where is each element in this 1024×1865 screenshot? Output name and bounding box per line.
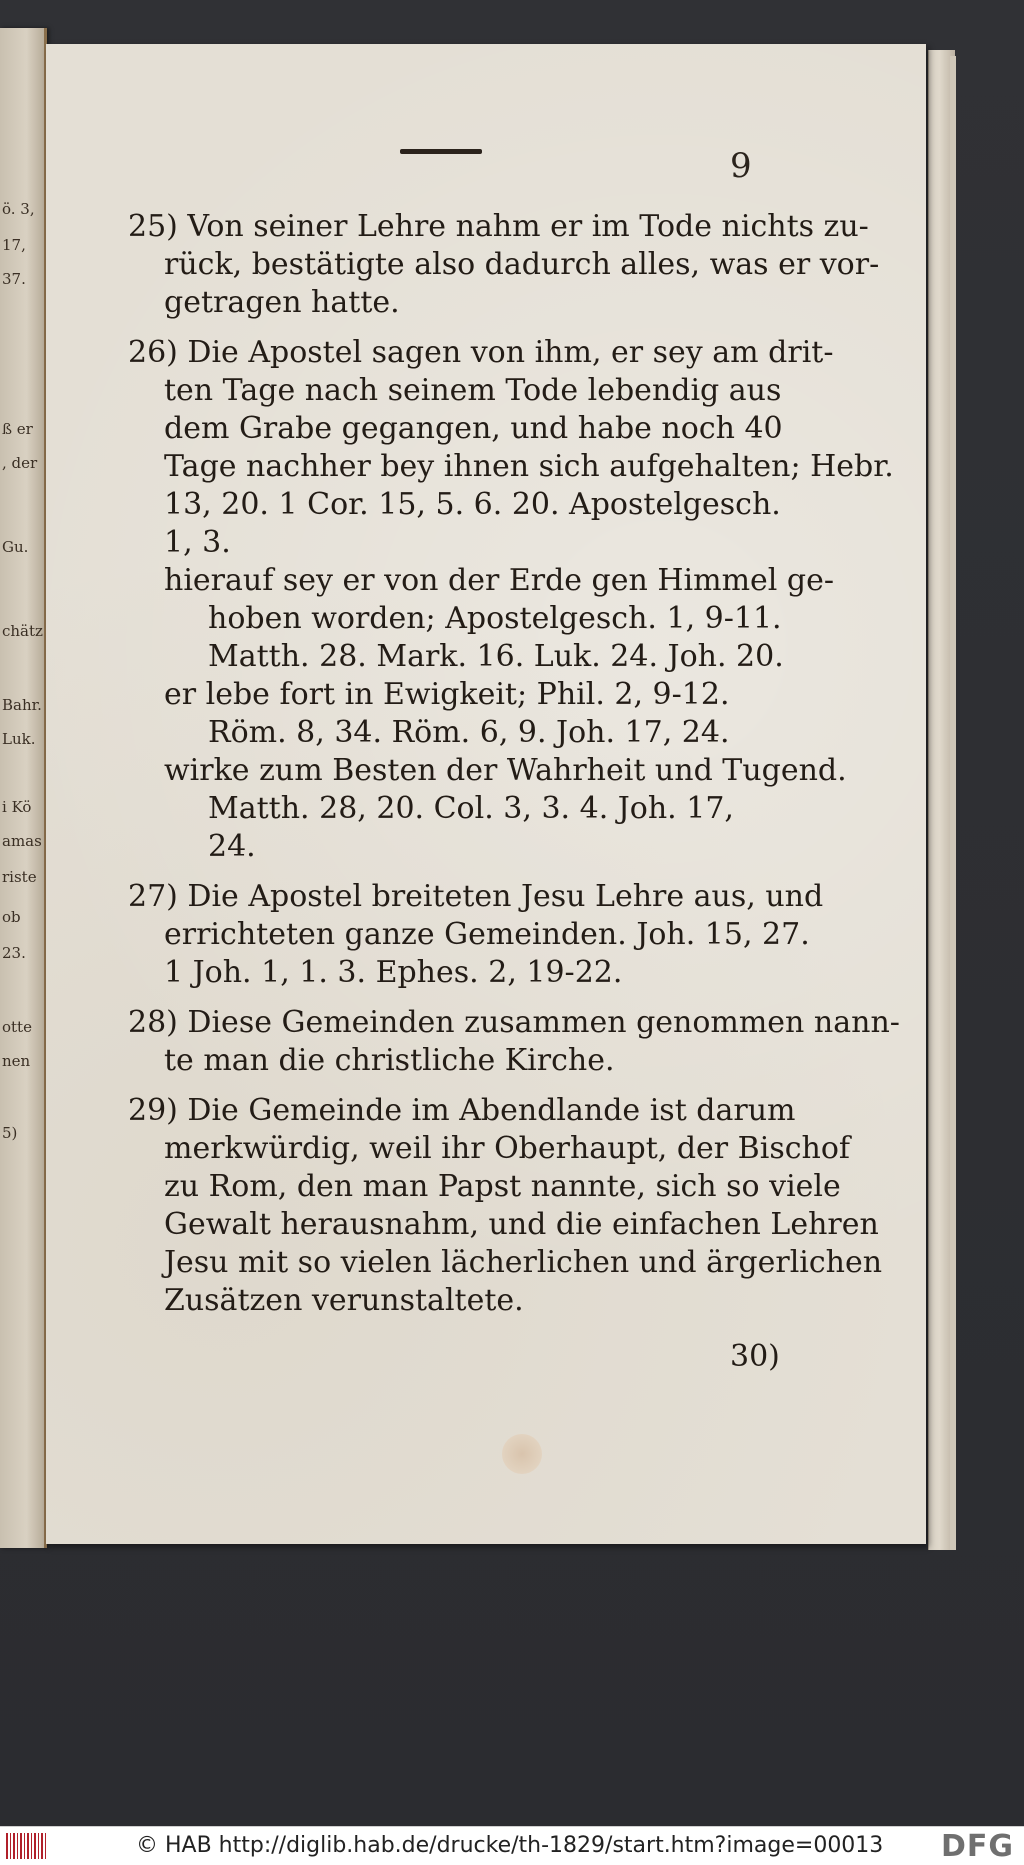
margin-fragment: 17,	[2, 236, 26, 254]
margin-fragment: Gu.	[2, 538, 29, 556]
barcode-icon	[6, 1833, 46, 1859]
text-line: dem Grabe gegangen, und habe noch 40	[164, 411, 783, 446]
dfg-logo: DFG	[940, 1829, 1014, 1864]
text-line: Gewalt herausnahm, und die einfachen Lehren	[164, 1207, 879, 1242]
margin-fragment: amas	[2, 832, 42, 850]
text-line: hoben worden; Apostelgesch. 1, 9-11.	[208, 601, 782, 636]
copyright-url[interactable]: © HAB http://diglib.hab.de/drucke/th-1829/start.htm?image=00013	[136, 1833, 884, 1858]
margin-fragment: ß er	[2, 420, 33, 438]
text-line: er lebe fort in Ewigkeit; Phil. 2, 9-12.	[164, 677, 730, 712]
text-line: Matth. 28, 20. Col. 3, 3. 4. Joh. 17,	[208, 791, 734, 826]
catchword: 30)	[730, 1339, 780, 1374]
paragraph	[128, 1004, 900, 1080]
margin-fragment: , der	[2, 454, 38, 472]
margin-fragment: chätz	[2, 622, 43, 640]
margin-fragment: Bahr.	[2, 696, 42, 714]
text-line: hierauf sey er von der Erde gen Himmel ge-	[164, 563, 835, 598]
page-stack-edge-inner	[950, 56, 956, 1550]
text-line: getragen hatte.	[164, 285, 400, 320]
text-line: 24.	[208, 829, 256, 864]
text-line: 1, 3.	[164, 525, 231, 560]
margin-fragment: nen	[2, 1052, 31, 1070]
header-rule	[400, 149, 482, 154]
page-number: 9	[730, 146, 752, 186]
margin-fragment: ob	[2, 908, 21, 926]
margin-fragment: ö. 3,	[2, 200, 35, 218]
text-line: 25) Von seiner Lehre nahm er im Tode nichts zu-	[128, 209, 869, 244]
text-line: wirke zum Besten der Wahrheit und Tugend.	[164, 753, 847, 788]
paragraph	[128, 208, 880, 322]
text-line: merkwürdig, weil ihr Oberhaupt, der Bischof	[164, 1131, 851, 1166]
text-line: 27) Die Apostel breiteten Jesu Lehre aus, und	[128, 879, 824, 914]
text-line: Röm. 8, 34. Röm. 6, 9. Joh. 17, 24.	[208, 715, 730, 750]
text-line: 26) Die Apostel sagen von ihm, er sey am drit-	[128, 335, 834, 370]
margin-fragment: 37.	[2, 270, 26, 288]
text-line: Jesu mit so vielen lächerlichen und ärgerlichen	[164, 1245, 883, 1280]
margin-fragment: riste	[2, 868, 37, 886]
margin-fragment: Luk.	[2, 730, 36, 748]
text-line: Matth. 28. Mark. 16. Luk. 24. Joh. 20.	[208, 639, 784, 674]
text-line: 28) Diese Gemeinden zusammen genommen nann-	[128, 1005, 900, 1040]
margin-fragment: otte	[2, 1018, 32, 1036]
text-line: rück, bestätigte also dadurch alles, was er vor-	[164, 247, 880, 282]
paragraph	[128, 1092, 883, 1320]
margin-fragment: 5)	[2, 1124, 18, 1142]
text-line: 1 Joh. 1, 1. 3. Ephes. 2, 19-22.	[164, 955, 623, 990]
text-line: Zusätzen verunstaltete.	[164, 1283, 524, 1318]
left-page-edge	[0, 28, 47, 1548]
paragraph	[128, 878, 824, 992]
text-line: te man die christliche Kirche.	[164, 1043, 615, 1078]
body-text	[128, 208, 900, 1332]
paragraph	[128, 334, 894, 866]
text-line: 13, 20. 1 Cor. 15, 5. 6. 20. Apostelgesch.	[164, 487, 781, 522]
text-line: Tage nachher bey ihnen sich aufgehalten; Hebr.	[164, 449, 894, 484]
margin-fragment: 23.	[2, 944, 26, 962]
footer-bar	[0, 1826, 1024, 1865]
text-line: errichteten ganze Gemeinden. Joh. 15, 27.	[164, 917, 810, 952]
text-line: 29) Die Gemeinde im Abendlande ist darum	[128, 1093, 796, 1128]
text-line: ten Tage nach seinem Tode lebendig aus	[164, 373, 782, 408]
text-line: zu Rom, den man Papst nannte, sich so viele	[164, 1169, 841, 1204]
paper-stain	[502, 1434, 542, 1474]
margin-fragment: i Kö	[2, 798, 32, 816]
